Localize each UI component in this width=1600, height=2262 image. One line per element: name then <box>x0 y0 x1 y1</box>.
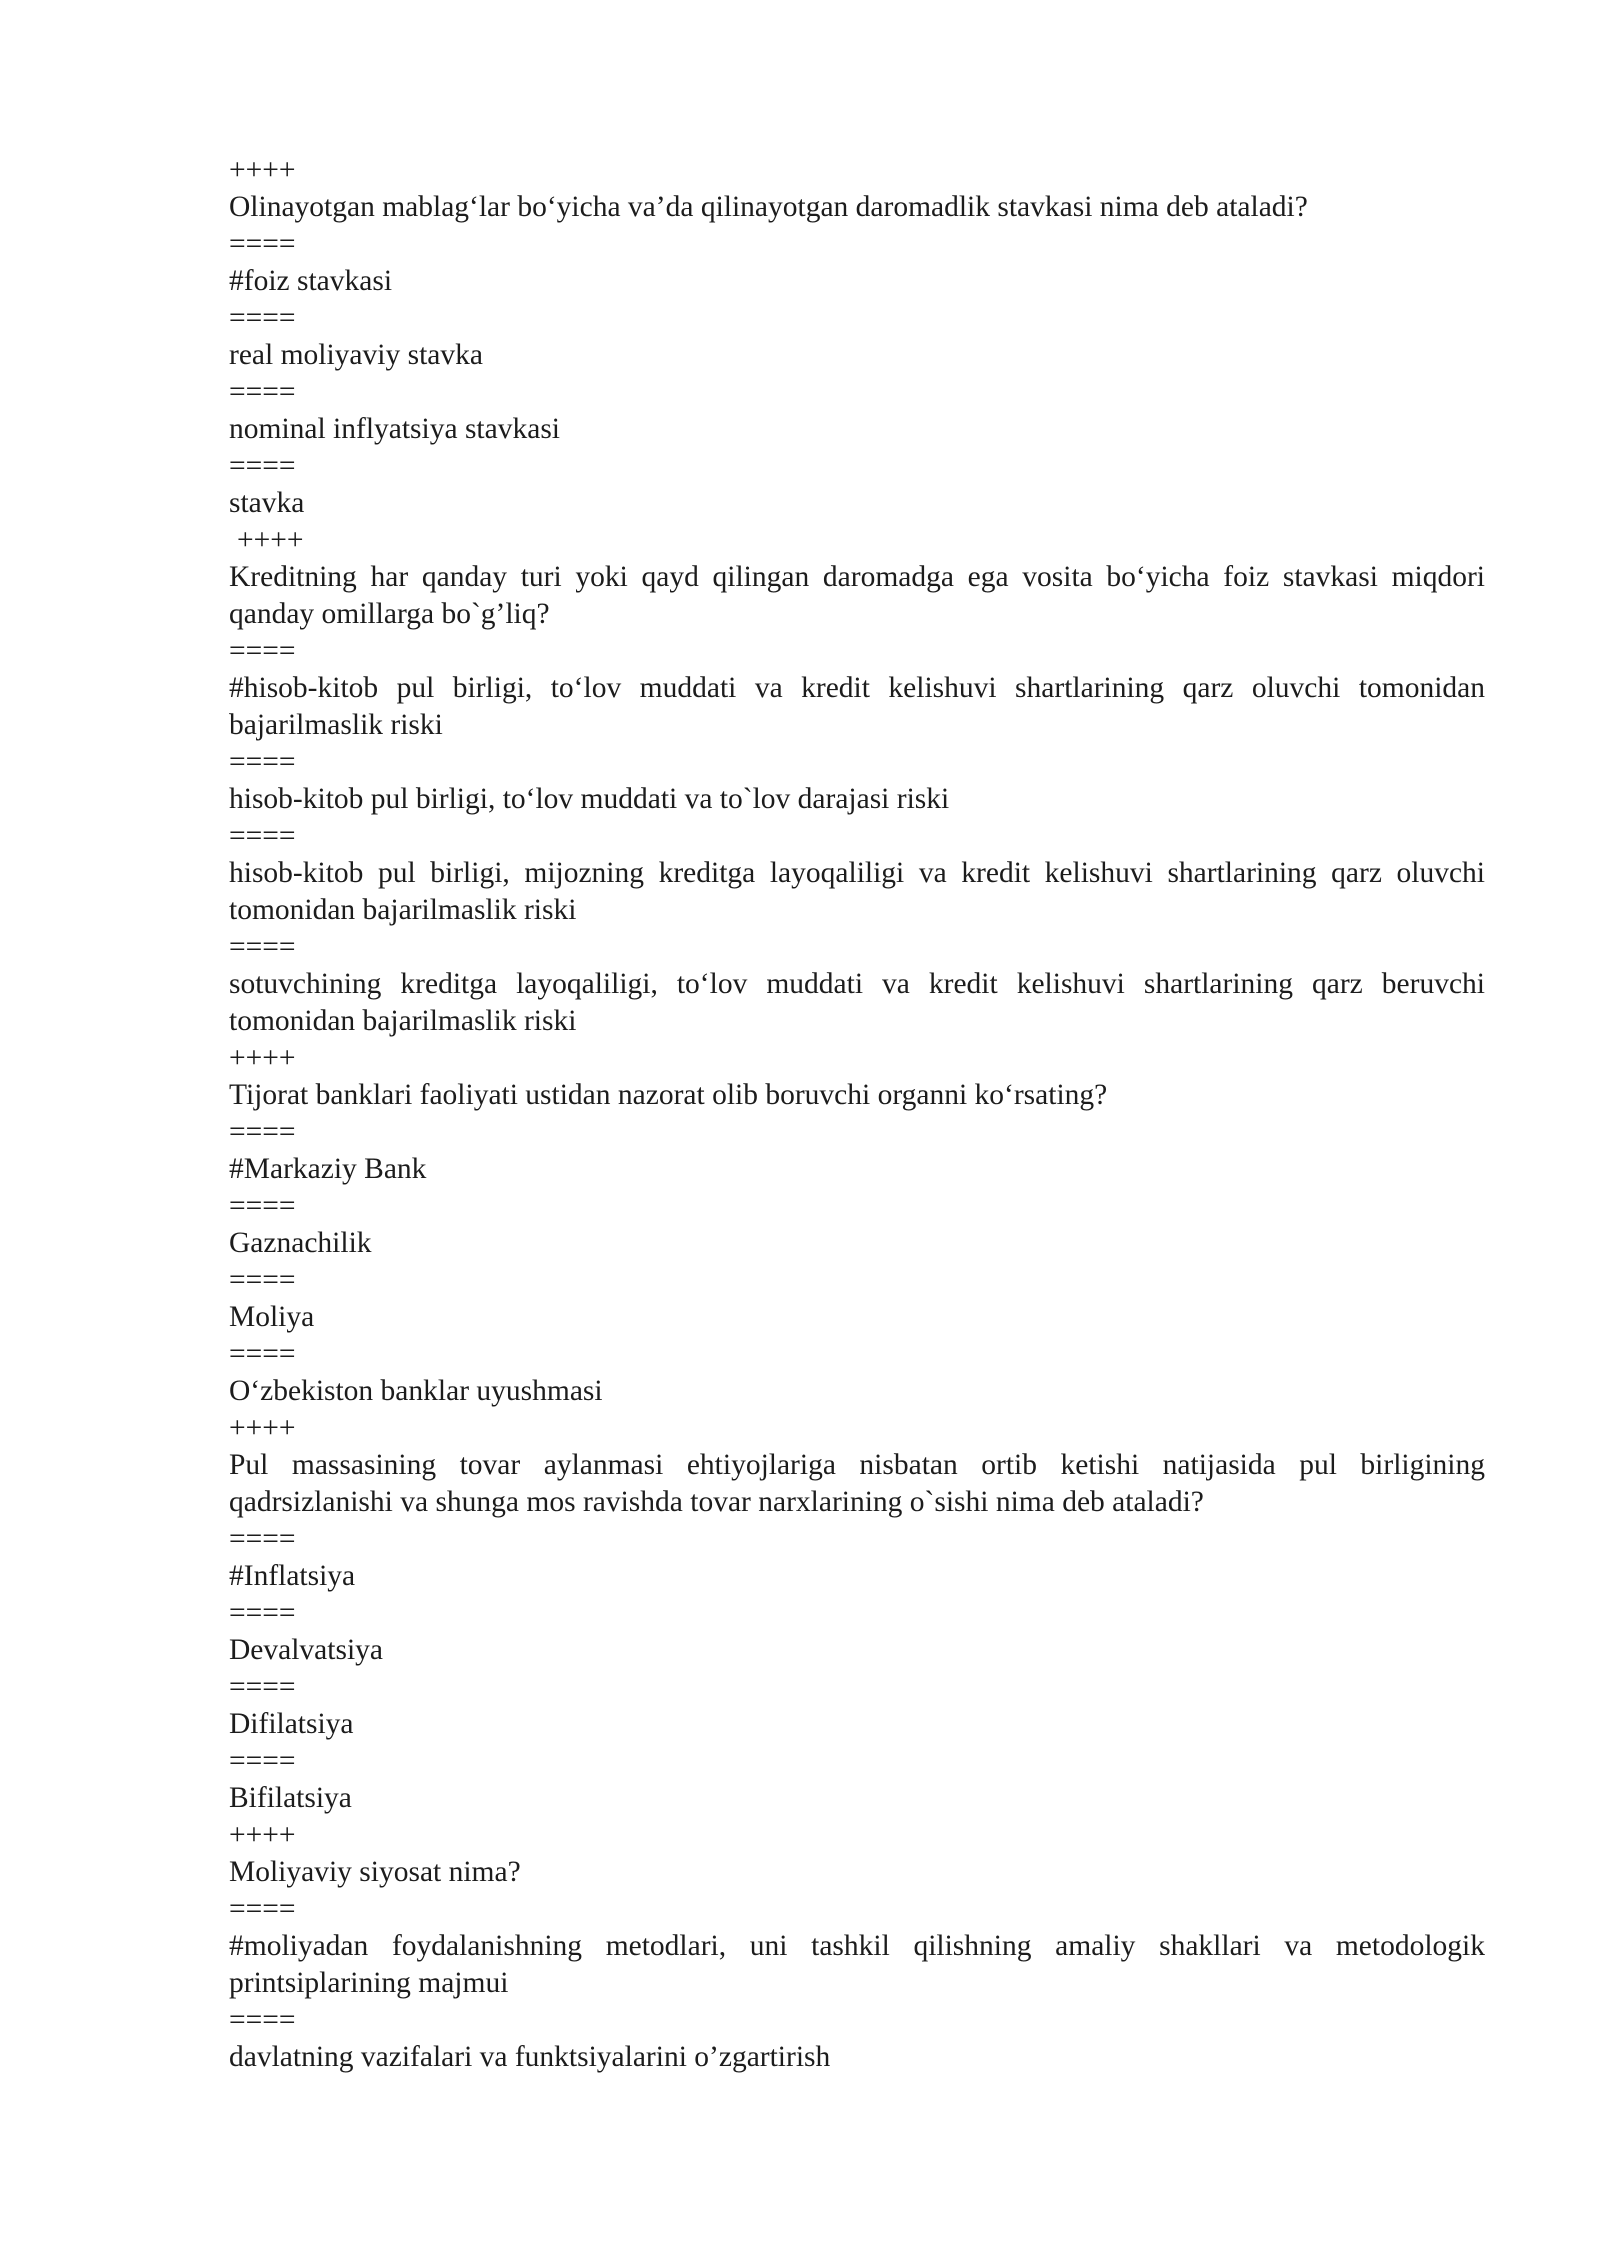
answer-separator: ==== <box>229 228 296 260</box>
answer-option: davlatning vazifalari va funktsiyalarini o’zgartirish <box>229 2041 831 2073</box>
question-text: Tijorat banklari faoliyati ustidan nazorat olib boruvchi organni ko‘rsating? <box>229 1079 1108 1111</box>
answer-separator: ==== <box>229 302 296 334</box>
document-body <box>229 152 1485 2076</box>
answer-separator: ==== <box>229 1893 296 1925</box>
answer-option: hisob-kitob pul birligi, to‘lov muddati va to`lov darajasi riski <box>229 783 950 815</box>
answer-separator: ==== <box>229 635 296 667</box>
answer-separator: ==== <box>229 1745 296 1777</box>
question-separator: ++++ <box>229 1042 296 1074</box>
question-separator: ++++ <box>229 1412 296 1444</box>
answer-option: Gaznachilik <box>229 1227 372 1259</box>
answer-separator: ==== <box>229 2004 296 2036</box>
answer-option: Difilatsiya <box>229 1708 354 1740</box>
answer-separator: ==== <box>229 931 296 963</box>
answer-option: O‘zbekiston banklar uyushmasi <box>229 1375 603 1407</box>
question-text: Pul massasining tovar aylanmasi ehtiyojlariga nisbatan ortib ketishi natijasida pul birligining qadrsizlanishi va shunga mos ravishda tovar narxlarining o`sishi nima deb ataladi? <box>229 1449 1485 1518</box>
answer-separator: ==== <box>229 1338 296 1370</box>
answer-option: sotuvchining kreditga layoqaliligi, to‘lov muddati va kredit kelishuvi shartlarining qarz beruvchi tomonidan bajarilmaslik riski <box>229 968 1485 1037</box>
answer-option: nominal inflyatsiya stavkasi <box>229 413 560 445</box>
correct-answer: #hisob-kitob pul birligi, to‘lov muddati va kredit kelishuvi shartlarining qarz oluvchi tomonidan bajarilmaslik riski <box>229 672 1485 741</box>
correct-answer: #Markaziy Bank <box>229 1153 427 1185</box>
answer-separator: ==== <box>229 820 296 852</box>
correct-answer: #foiz stavkasi <box>229 265 393 297</box>
answer-separator: ==== <box>229 746 296 778</box>
question-text: Kreditning har qanday turi yoki qayd qilingan daromadga ega vosita bo‘yicha foiz stavkasi miqdori qanday omillarga bo`g’liq? <box>229 561 1485 630</box>
answer-option: Bifilatsiya <box>229 1782 352 1814</box>
answer-option: stavka <box>229 487 305 519</box>
answer-separator: ==== <box>229 1597 296 1629</box>
answer-separator: ==== <box>229 376 296 408</box>
answer-separator: ==== <box>229 1523 296 1555</box>
question-separator: ++++ <box>229 154 296 186</box>
answer-option: Devalvatsiya <box>229 1634 383 1666</box>
answer-separator: ==== <box>229 450 296 482</box>
answer-separator: ==== <box>229 1671 296 1703</box>
correct-answer: #Inflatsiya <box>229 1560 356 1592</box>
answer-separator: ==== <box>229 1264 296 1296</box>
answer-option: hisob-kitob pul birligi, mijozning kreditga layoqaliligi va kredit kelishuvi shartlarining qarz oluvchi tomonidan bajarilmaslik riski <box>229 857 1485 926</box>
question-text: Moliyaviy siyosat nima? <box>229 1856 521 1888</box>
question-separator: ++++ <box>237 524 304 556</box>
question-separator: ++++ <box>229 1819 296 1851</box>
answer-option: real moliyaviy stavka <box>229 339 483 371</box>
answer-option: Moliya <box>229 1301 315 1333</box>
question-text: Olinayotgan mablag‘lar bo‘yicha va’da qilinayotgan daromadlik stavkasi nima deb ataladi? <box>229 191 1308 223</box>
answer-separator: ==== <box>229 1116 296 1148</box>
answer-separator: ==== <box>229 1190 296 1222</box>
correct-answer: #moliyadan foydalanishning metodlari, uni tashkil qilishning amaliy shakllari va metodologik printsiplarining majmui <box>229 1930 1485 1999</box>
